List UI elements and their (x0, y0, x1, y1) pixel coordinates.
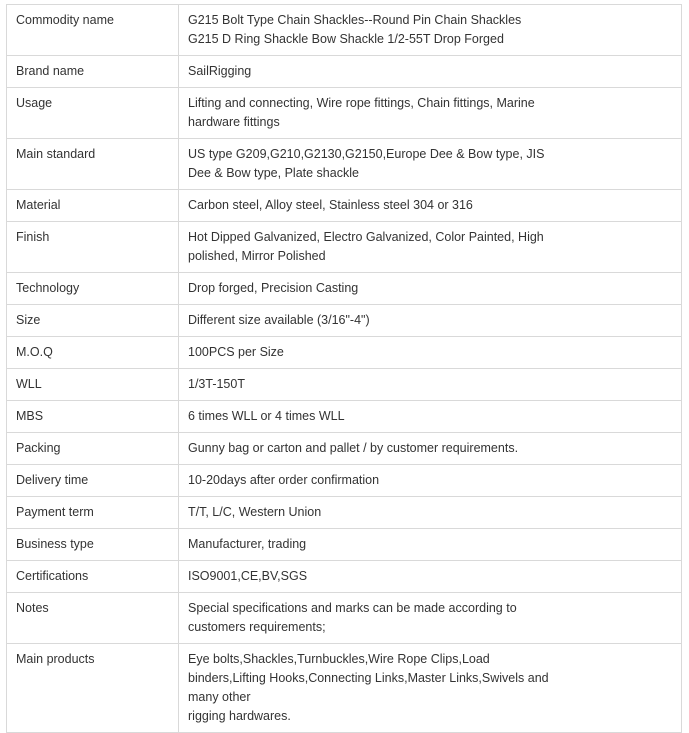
spec-value (179, 190, 682, 222)
spec-row (7, 433, 682, 465)
spec-value (179, 222, 682, 273)
spec-value-line: 6 times WLL or 4 times WLL (188, 409, 345, 423)
spec-value-line: Special specifications and marks can be made according to (188, 601, 517, 615)
spec-table-body (7, 5, 682, 733)
spec-label: Main standard (7, 139, 179, 190)
spec-value-line: Eye bolts,Shackles,Turnbuckles,Wire Rope Clips,Load (188, 652, 490, 666)
spec-table (6, 4, 682, 733)
spec-value (179, 337, 682, 369)
spec-value-line: Lifting and connecting, Wire rope fittings, Chain fittings, Marine (188, 96, 535, 110)
spec-value-line: Drop forged, Precision Casting (188, 281, 359, 295)
spec-row (7, 465, 682, 497)
spec-value-line: Different size available (3/16"-4") (188, 313, 370, 327)
spec-value-line: 100PCS per Size (188, 345, 284, 359)
spec-value (179, 497, 682, 529)
spec-value-line: Dee & Bow type, Plate shackle (188, 166, 359, 180)
spec-value-line: 1/3T-150T (188, 377, 245, 391)
spec-label: Size (7, 305, 179, 337)
spec-value (179, 561, 682, 593)
spec-row (7, 305, 682, 337)
spec-label: Packing (7, 433, 179, 465)
spec-value-line: SailRigging (188, 64, 252, 78)
spec-value-line: 10-20days after order confirmation (188, 473, 380, 487)
spec-value-line: G215 Bolt Type Chain Shackles--Round Pin Chain Shackles (188, 13, 522, 27)
spec-value (179, 273, 682, 305)
spec-value-line: rigging hardwares. (188, 709, 291, 723)
spec-row (7, 529, 682, 561)
spec-value-line: binders,Lifting Hooks,Connecting Links,Master Links,Swivels and (188, 671, 549, 685)
spec-value (179, 305, 682, 337)
spec-value-line: polished, Mirror Polished (188, 249, 326, 263)
spec-value (179, 593, 682, 644)
spec-label: MBS (7, 401, 179, 433)
spec-value (179, 5, 682, 56)
spec-value (179, 139, 682, 190)
spec-label: M.O.Q (7, 337, 179, 369)
spec-value-line: customers requirements; (188, 620, 326, 634)
spec-row (7, 88, 682, 139)
spec-row (7, 5, 682, 56)
spec-label: Main products (7, 644, 179, 733)
spec-label: Commodity name (7, 5, 179, 56)
spec-value (179, 529, 682, 561)
spec-value (179, 56, 682, 88)
spec-row (7, 337, 682, 369)
spec-value (179, 433, 682, 465)
spec-row (7, 139, 682, 190)
spec-label: WLL (7, 369, 179, 401)
spec-row (7, 593, 682, 644)
spec-label: Usage (7, 88, 179, 139)
spec-row (7, 369, 682, 401)
spec-value (179, 88, 682, 139)
spec-value-line: Hot Dipped Galvanized, Electro Galvanized, Color Painted, High (188, 230, 544, 244)
spec-label: Material (7, 190, 179, 222)
spec-row (7, 273, 682, 305)
spec-row (7, 644, 682, 733)
spec-value (179, 644, 682, 733)
spec-value-line: G215 D Ring Shackle Bow Shackle 1/2-55T Drop Forged (188, 32, 504, 46)
spec-label: Delivery time (7, 465, 179, 497)
spec-label: Finish (7, 222, 179, 273)
spec-label: Payment term (7, 497, 179, 529)
spec-row (7, 56, 682, 88)
spec-label: Certifications (7, 561, 179, 593)
spec-label: Brand name (7, 56, 179, 88)
spec-row (7, 497, 682, 529)
spec-value (179, 401, 682, 433)
spec-label: Business type (7, 529, 179, 561)
spec-row (7, 401, 682, 433)
spec-value-line: Manufacturer, trading (188, 537, 307, 551)
spec-value-line: US type G209,G210,G2130,G2150,Europe Dee & Bow type, JIS (188, 147, 545, 161)
spec-value-line: Gunny bag or carton and pallet / by customer requirements. (188, 441, 519, 455)
spec-label: Technology (7, 273, 179, 305)
spec-value-line: ISO9001,CE,BV,SGS (188, 569, 308, 583)
spec-value (179, 369, 682, 401)
spec-row (7, 190, 682, 222)
spec-value-line: T/T, L/C, Western Union (188, 505, 322, 519)
spec-row (7, 222, 682, 273)
spec-value-line: hardware fittings (188, 115, 280, 129)
spec-label: Notes (7, 593, 179, 644)
spec-value-line: Carbon steel, Alloy steel, Stainless steel 304 or 316 (188, 198, 473, 212)
spec-value-line: many other (188, 690, 251, 704)
spec-row (7, 561, 682, 593)
spec-value (179, 465, 682, 497)
